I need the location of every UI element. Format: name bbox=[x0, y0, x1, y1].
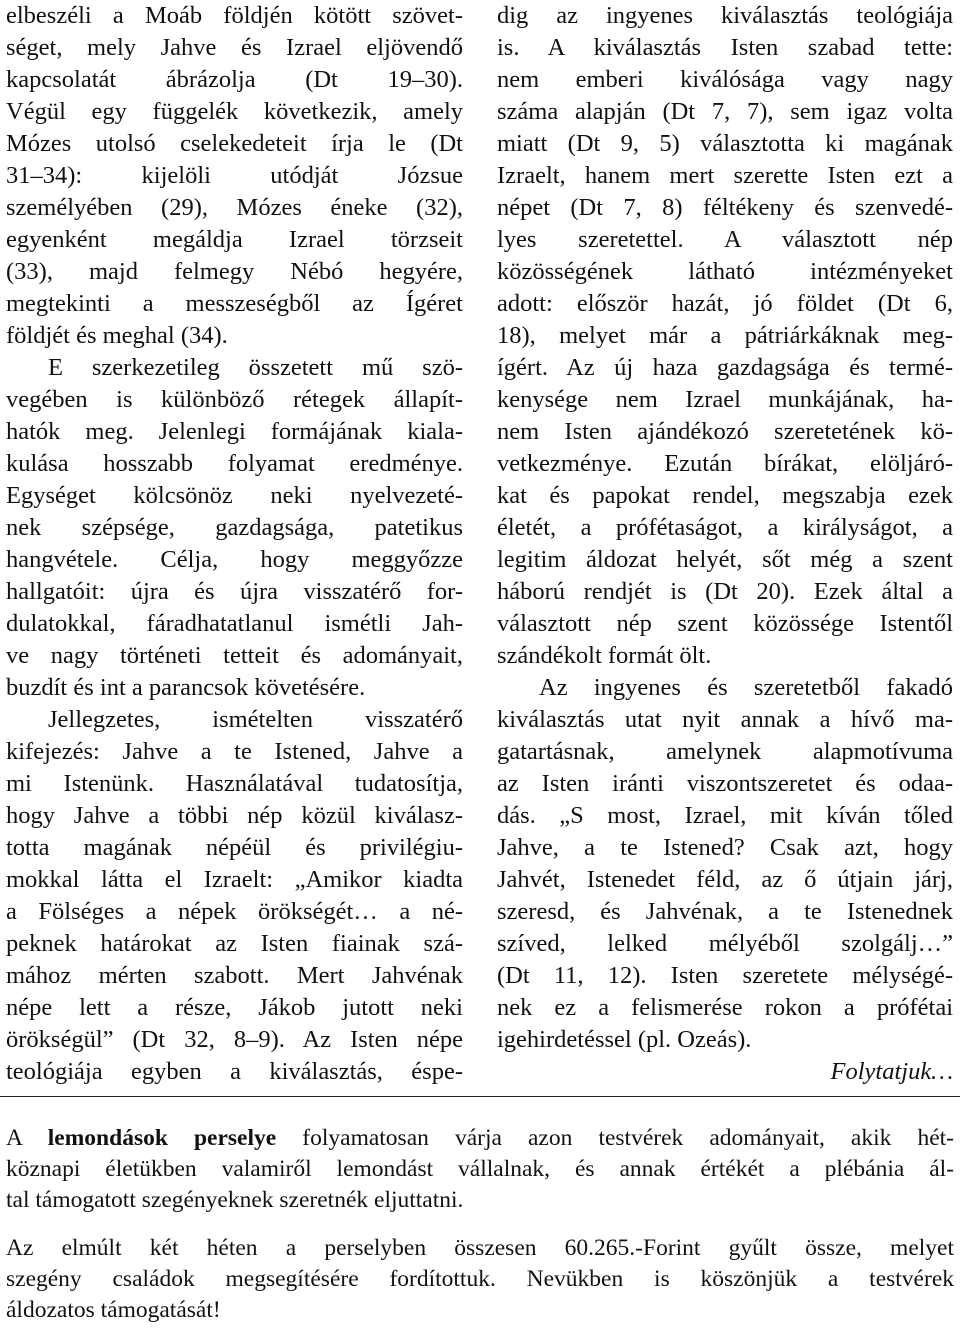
text-line: Jellegzetes, ismételten visszatérő bbox=[48, 706, 463, 733]
text-line: kifejezés: Jahve a te Istened, Jahve a bbox=[6, 738, 463, 765]
text-line: dulatokkal, fáradhatatlanul ismétli Jah- bbox=[6, 610, 463, 637]
notice-collection-result bbox=[6, 1233, 954, 1326]
text-line: Jahve, a te Istened? Csak azt, hogy bbox=[497, 834, 953, 861]
text-line: áldozatos támogatását! bbox=[6, 1297, 221, 1323]
section-divider bbox=[0, 1096, 960, 1097]
text-line: közösségének látható intézményeket bbox=[497, 258, 953, 285]
text-line: vetkezménye. Ezután bírákat, elöljáró- bbox=[497, 450, 953, 477]
text-line: E szerkezetileg összetett mű szö- bbox=[48, 354, 463, 381]
text-line: választott nép szent közössége Istentől bbox=[497, 610, 953, 637]
text-line: örökségül” (Dt 32, 8–9). Az Isten népe bbox=[6, 1026, 463, 1053]
text-line: kapcsolatát ábrázolja (Dt 19–30). bbox=[6, 66, 463, 93]
text-line: teológiája egyben a kiválasztás, éspe- bbox=[6, 1058, 463, 1085]
text-line: mához mérten szabott. Mert Jahvénak bbox=[6, 962, 463, 989]
text-line: 18), melyet már a pátriárkáknak meg- bbox=[497, 322, 953, 349]
text-line: életét, a prófétaságot, a királyságot, a bbox=[497, 514, 953, 541]
paragraph-love-response bbox=[497, 672, 953, 1056]
text-line: kenysége nem Izrael munkájának, ha- bbox=[497, 386, 953, 413]
text-line: igehirdetéssel (pl. Ozeás). bbox=[497, 1026, 752, 1053]
text-line: mi Istenünk. Használatával tudatosítja, bbox=[6, 770, 463, 797]
text-line: az Isten iránti viszontszeretet és odaa- bbox=[497, 770, 953, 797]
text-line: buzdít és int a parancsok követésére. bbox=[6, 674, 366, 701]
text-line: Az elmúlt két héten a perselyben összesen 60.265.-Forint gyűlt össze, melyet bbox=[6, 1235, 954, 1261]
text-line: dás. „S most, Izrael, mit kíván tőled bbox=[497, 802, 953, 829]
text-line: földjét és meghal (34). bbox=[6, 322, 228, 349]
text-line: szíved, lelked mélyéből szolgálj…” bbox=[497, 930, 953, 957]
text-line: mokkal látta el Izraelt: „Amikor kiadta bbox=[6, 866, 463, 893]
text-line: totta magának népéül és privilégiu- bbox=[6, 834, 463, 861]
text-line: háború rendjét is (Dt 20). Ezek által a bbox=[497, 578, 953, 605]
text-line: hangvétele. Célja, hogy meggyőzze bbox=[6, 546, 463, 573]
text-line: miatt (Dt 9, 5) választotta ki magának bbox=[497, 130, 953, 157]
text-line: Izraelt, hanem mert szerette Isten ezt a bbox=[497, 162, 953, 189]
text-line: legitim áldozat helyét, sőt még a szent bbox=[497, 546, 953, 573]
text-line: népe lett a része, Jákob jutott neki bbox=[6, 994, 463, 1021]
notice-bold-term: lemondások perselye bbox=[47, 1125, 277, 1151]
text-line: 31–34): kijelöli utódját Józsue bbox=[6, 162, 463, 189]
text-line: nem Isten ajándékozó szeretetének kö- bbox=[497, 418, 953, 445]
text-line: hallgatóit: újra és újra visszatérő for- bbox=[6, 578, 463, 605]
continued-note: Folytatjuk… bbox=[830, 1058, 953, 1085]
text-line: hogy Jahve a többi nép közül kiválasz- bbox=[6, 802, 463, 829]
text-line: hatók meg. Jelenlegi formájának kiala- bbox=[6, 418, 463, 445]
text-line: szeresd, és Jahvénak, a te Istenednek bbox=[497, 898, 953, 925]
text-line: kiválasztás utat nyit annak a hívő ma- bbox=[497, 706, 953, 733]
text-line: gatartásnak, amelynek alapmotívuma bbox=[497, 738, 953, 765]
text-line: száma alapján (Dt 7, 7), sem igaz volta bbox=[497, 98, 953, 125]
text-line: szegény családok megsegítésére fordítottuk. Nevükben is köszönjük a testvérek bbox=[6, 1266, 954, 1292]
text-line: nem emberi kiválósága vagy nagy bbox=[497, 66, 953, 93]
notice-text: folyamatosan várja azon testvérek adományait, akik hét- bbox=[276, 1125, 954, 1151]
text-line: Egységet kölcsönöz neki nyelvezeté- bbox=[6, 482, 463, 509]
paragraph-expression bbox=[6, 704, 463, 1088]
text-line: adott: először hazát, jó földet (Dt 6, bbox=[497, 290, 953, 317]
text-line: tal támogatott szegényeknek szeretnék eljuttatni. bbox=[6, 1187, 464, 1213]
text-line: kulása hosszabb folyamat eredménye. bbox=[6, 450, 463, 477]
text-line: nek ez a felismerése rokon a prófétai bbox=[497, 994, 953, 1021]
text-line: népet (Dt 7, 8) féltékeny és szenvedé- bbox=[497, 194, 953, 221]
text-line: Mózes utolsó cselekedeteit írja le (Dt bbox=[6, 130, 463, 157]
text-line bbox=[6, 1123, 954, 1154]
right-column bbox=[497, 0, 953, 1088]
text-line: megtekinti a messzeségből az Ígéret bbox=[6, 290, 463, 317]
text-line: szándékolt formát ölt. bbox=[497, 642, 712, 669]
text-line: köznapi életükben valamiről lemondást vállalnak, és annak értékét a plébánia ál- bbox=[6, 1156, 954, 1182]
text-line: séget, mely Jahve és Izrael eljövendő bbox=[6, 34, 463, 61]
text-line: egyenként megáldja Izrael törzseit bbox=[6, 226, 463, 253]
text-line: ve nagy történeti tetteit és adományait, bbox=[6, 642, 463, 669]
paragraph-layers bbox=[6, 352, 463, 704]
text-line: Jahvét, Istenedet féld, az ő útjain járj, bbox=[497, 866, 953, 893]
left-column bbox=[6, 0, 463, 1088]
paragraph-election bbox=[497, 0, 953, 672]
text-line: vegében is különböző rétegek állapít- bbox=[6, 386, 463, 413]
notice-lenten-box bbox=[6, 1123, 954, 1216]
text-line: elbeszéli a Moáb földjén kötött szövet- bbox=[6, 2, 463, 29]
notice-prefix: A bbox=[6, 1125, 48, 1151]
text-line: kat és papokat rendel, megszabja ezek bbox=[497, 482, 953, 509]
paragraph-dt-structure-end bbox=[6, 0, 463, 352]
text-line: dig az ingyenes kiválasztás teológiája bbox=[497, 2, 953, 29]
text-line: ígért. Az új haza gazdagsága és termé- bbox=[497, 354, 953, 381]
text-line: (33), majd felmegy Nébó hegyére, bbox=[6, 258, 463, 285]
text-line: peknek határokat az Isten fiainak szá- bbox=[6, 930, 463, 957]
text-line: a Fölséges a népek örökségét… a né- bbox=[6, 898, 463, 925]
text-line: nek szépsége, gazdagsága, patetikus bbox=[6, 514, 463, 541]
text-line: Az ingyenes és szeretetből fakadó bbox=[539, 674, 953, 701]
text-line: Végül egy függelék következik, amely bbox=[6, 98, 463, 125]
text-line: is. A kiválasztás Isten szabad tette: bbox=[497, 34, 953, 61]
text-line: (Dt 11, 12). Isten szeretete mélységé- bbox=[497, 962, 953, 989]
text-line: lyes szeretettel. A választott nép bbox=[497, 226, 953, 253]
text-line: személyében (29), Mózes éneke (32), bbox=[6, 194, 463, 221]
